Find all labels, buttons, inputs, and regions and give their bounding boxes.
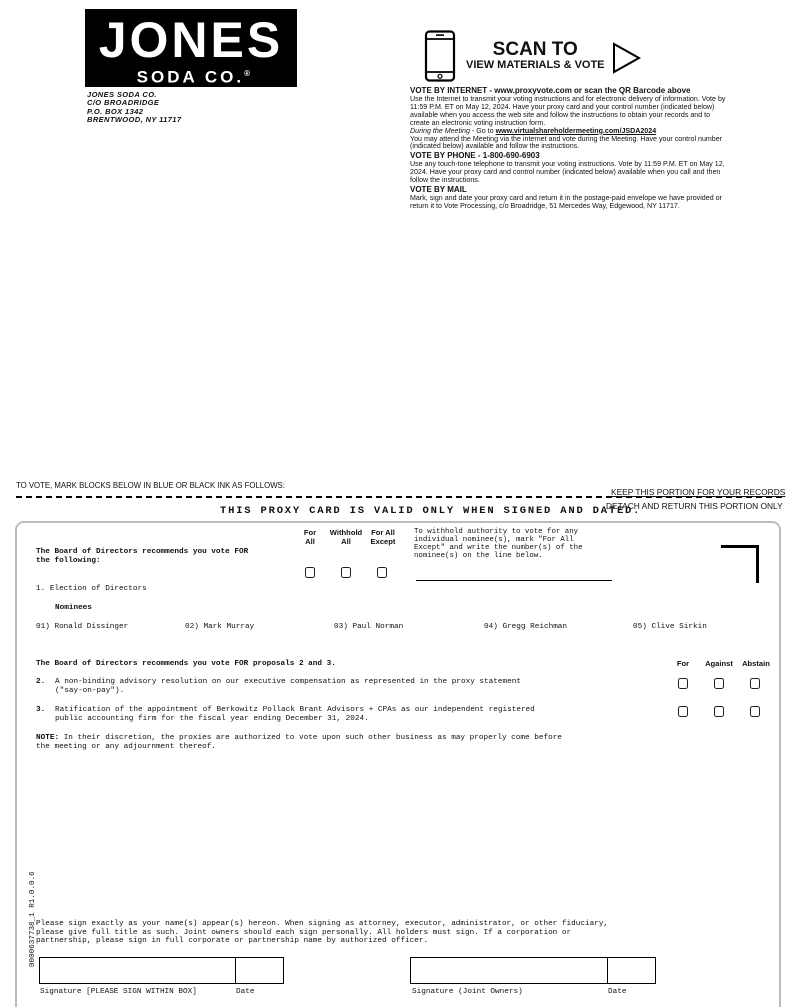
nominee-number-line[interactable] (416, 580, 612, 581)
nominee-02: 02) Mark Murray (185, 623, 255, 631)
vote-internet-text: Use the Internet to transmit your voting instructions and for electronic delivery of information. Vote by 11:59 P.M. ET on May 12, 2024. Have your proxy card and your control number (indicated below) available when you access the web site and follow the instructions to obtain your records and to create an electronic voting instruction form. (410, 95, 726, 127)
col-withhold-all: Withhold All (329, 528, 363, 546)
board-recommendation-1: The Board of Directors recommends you vote FOR (36, 548, 249, 556)
logo-subtext: SODA CO.® (136, 67, 253, 87)
vote-during-meeting: During the Meeting - Go to www.virtualshareholdermeeting.com/JSDA2024 (410, 126, 657, 135)
keep-portion-label: KEEP THIS PORTION FOR YOUR RECORDS (611, 487, 786, 497)
p3-for-checkbox[interactable] (678, 706, 688, 717)
date-1-label: Date (236, 988, 255, 996)
phone-icon (424, 30, 456, 82)
proposal-2-number: 2. (36, 678, 46, 686)
return-address: JONES SODA CO. C/O BROADRIDGE P.O. BOX 1342 BRENTWOOD, NY 11717 (87, 90, 182, 124)
p2-for-checkbox[interactable] (678, 678, 688, 689)
arrow-right-icon (612, 42, 642, 74)
nominee-01: 01) Ronald Dissinger (36, 623, 129, 631)
signing-instructions: Please sign exactly as your name(s) appear(s) hereon. When signing as attorney, executor, administrator, or other fiduciary, please give full title as such. Joint owners should each sign personally. All holders must sign. If a corporation or partnership, please sign in full corporate or partnership name by authorized officer. (36, 920, 609, 946)
nominees-label: Nominees (55, 604, 92, 612)
item-1-election: 1. Election of Directors (36, 585, 147, 593)
vote-mail-text: Mark, sign and date your proxy card and return it in the postage-paid envelope we have provided or return it to Vote Processing, c/o Broadridge, 51 Mercedes Way, Edgewood, NY 11717. (410, 194, 722, 210)
nominee-05: 05) Clive Sirkin (633, 623, 707, 631)
meeting-url-link[interactable]: www.virtualshareholdermeeting.com/JSDA2024 (495, 126, 657, 135)
jones-soda-logo (85, 9, 297, 87)
nominee-04: 04) Gregg Reichman (484, 623, 568, 631)
signature-box-1[interactable] (39, 957, 284, 984)
col-for: For (676, 659, 690, 668)
board-recommendation-1b: the following: (36, 557, 101, 565)
board-recommendation-2: The Board of Directors recommends you vote FOR proposals 2 and 3. (36, 660, 336, 668)
p2-abstain-checkbox[interactable] (750, 678, 760, 689)
valid-notice: THIS PROXY CARD IS VALID ONLY WHEN SIGNED AND DATED. (220, 505, 642, 517)
proposal-3-number: 3. (36, 706, 46, 714)
vote-internet-heading: VOTE BY INTERNET - www.proxyvote.com or scan the QR Barcode above (410, 86, 691, 95)
corner-mark (721, 545, 759, 583)
p3-abstain-checkbox[interactable] (750, 706, 760, 717)
checkbox-for-all-except[interactable] (377, 567, 387, 578)
checkbox-withhold-all[interactable] (341, 567, 351, 578)
signature-box-2-divider (607, 958, 608, 983)
p3-against-checkbox[interactable] (714, 706, 724, 717)
p2-against-checkbox[interactable] (714, 678, 724, 689)
proposal-3-text: Ratification of the appointment of Berkowitz Pollack Brant Advisors + CPAs as our independent registered public accounting firm for the fiscal year ending December 31, 2024. (55, 706, 535, 723)
col-against: Against (705, 659, 733, 668)
col-for-all-except: For All Except (370, 528, 396, 546)
signature-box-1-divider (235, 958, 236, 983)
signature-1-label: Signature [PLEASE SIGN WITHIN BOX] (40, 988, 197, 996)
note-text: NOTE: In their discretion, the proxies are authorized to vote upon such other business as may properly come before the meeting or any adjournment thereof. (36, 734, 562, 751)
vote-phone-heading: VOTE BY PHONE - 1-800-690-6903 (410, 151, 540, 161)
detach-portion-label: DETACH AND RETURN THIS PORTION ONLY (606, 501, 783, 511)
scan-to-view-heading: SCAN TO VIEW MATERIALS & VOTE (466, 39, 605, 71)
col-for-all: For All (303, 528, 317, 546)
col-abstain: Abstain (742, 659, 770, 668)
nominee-03: 03) Paul Norman (334, 623, 404, 631)
vote-phone-text: Use any touch-tone telephone to transmit your voting instructions. Vote by 11:59 P.M. ET on May 12, 2024. Have your proxy card and control number (indicated below) available when you call and then follow the instructions. (410, 160, 725, 185)
logo-wordmark: JONES (98, 12, 284, 68)
date-2-label: Date (608, 988, 627, 996)
withhold-instructions: To withhold authority to vote for any individual nominee(s), mark "For All Except" and write the number(s) of the nominee(s) on the line below. (414, 528, 583, 560)
vote-meeting-text: You may attend the Meeting via the internet and vote during the Meeting. Have your control number (indicated below) available and follow the instructions. (410, 134, 723, 151)
proposal-2-text: A non-binding advisory resolution on our executive compensation as represented in the proxy statement ("say-on-pay"). (55, 678, 521, 695)
side-control-code: 0000637738_1 R1.0.0.6 (29, 871, 37, 967)
to-vote-instruction: TO VOTE, MARK BLOCKS BELOW IN BLUE OR BLACK INK AS FOLLOWS: (16, 481, 285, 490)
signature-2-label: Signature (Joint Owners) (412, 988, 523, 996)
voting-instructions (410, 86, 730, 211)
vote-mail-heading: VOTE BY MAIL (410, 185, 467, 195)
signature-box-2[interactable] (410, 957, 656, 984)
checkbox-for-all[interactable] (305, 567, 315, 578)
